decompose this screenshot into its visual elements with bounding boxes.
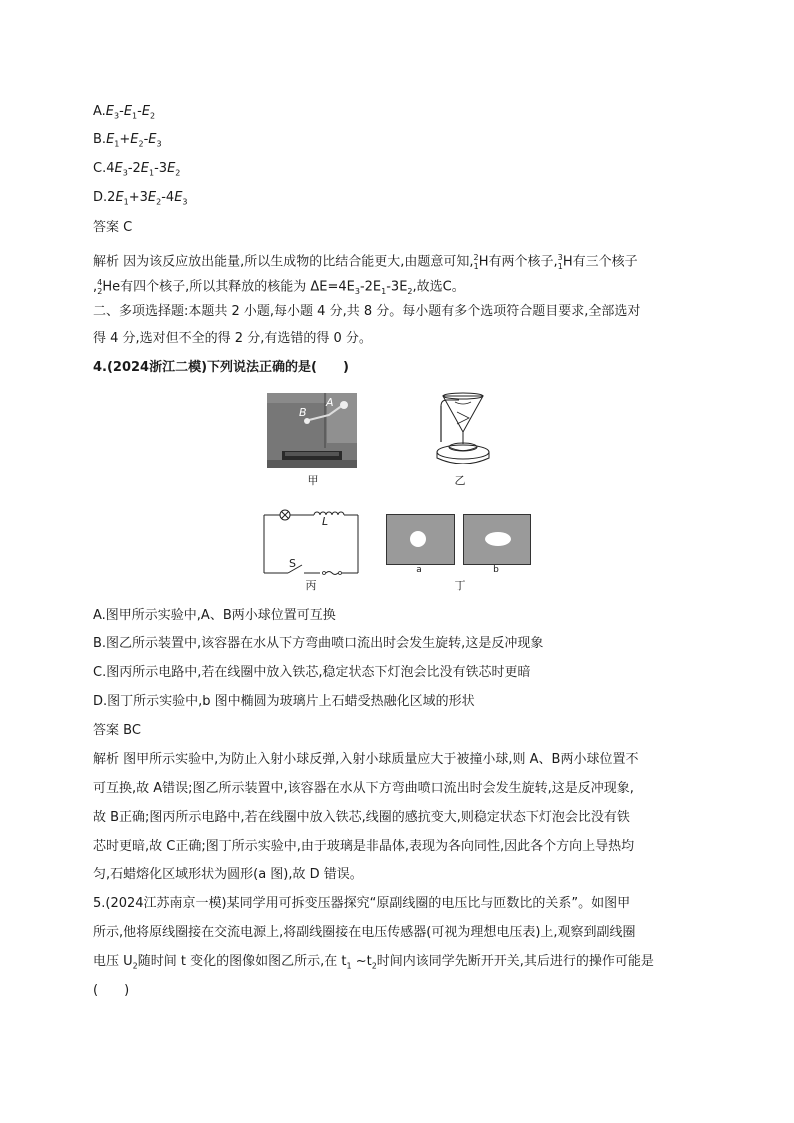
label-switch-s: S bbox=[289, 557, 296, 570]
label-ding-a: a bbox=[416, 565, 422, 575]
label-jia: 甲 bbox=[307, 474, 319, 487]
figure-ding-a bbox=[386, 514, 455, 565]
label-ding-b: b bbox=[493, 565, 499, 575]
analysis-q4-line5: 匀,石蜡熔化区域形状为圆形(a 图),故 D 错误。 bbox=[93, 867, 363, 882]
option-d: $D.2E_1+3E_2-4E_3$ bbox=[93, 190, 188, 207]
analysis-q4-line4: 芯时更暗,故 C正确;图丁所示实验中,由于玻璃是非晶体,表现为各向同性,因此各个方向上导热均 bbox=[93, 839, 635, 854]
analysis-q4-line2: 可互换,故 A错误;图乙所示装置中,该容器在水从下方弯曲喷口流出时会发生旋转,这是反冲现象, bbox=[93, 781, 634, 796]
answer-q3: 答案 C bbox=[93, 220, 133, 235]
circle-melt-region bbox=[410, 531, 426, 547]
q5-line1: 5.(2024江苏南京一模)某同学用可拆变压器探究“原副线圈的电压比与匝数比的关系”。如图甲 bbox=[93, 896, 631, 911]
label-ding: 丁 bbox=[454, 579, 466, 592]
q4-option-b: B.图乙所示装置中,该容器在水从下方弯曲喷口流出时会发生旋转,这是反冲现象 bbox=[93, 636, 544, 651]
label-inductor-l: L bbox=[322, 515, 329, 528]
option-a: $A.E_3-E_1-E_2$ bbox=[93, 104, 156, 121]
label-b: B bbox=[299, 406, 307, 419]
option-c: $C.4E_3-2E_1-3E_2$ bbox=[93, 161, 181, 178]
analysis-q4-line1: 解析 图甲所示实验中,为防止入射小球反弹,入射小球质量应大于被撞小球,则 A、B两小球位置不 bbox=[93, 752, 639, 767]
label-yi: 乙 bbox=[454, 474, 466, 487]
figure-bing-circuit bbox=[262, 505, 362, 584]
q5-line3: 电压 $U_2$随时间 t 变化的图像如图乙所示,在 $t_1$ $\sim t_2$时间内该同学先断开开关,其后进行的操作可能是 bbox=[93, 954, 654, 971]
analysis-q4-line3: 故 B正确;图丙所示电路中,若在线圈中放入铁芯,线圈的感抗变大,则稳定状态下灯泡会比没有铁 bbox=[93, 810, 630, 825]
ellipse-melt-region bbox=[485, 532, 511, 546]
label-a: A bbox=[326, 396, 334, 409]
inductor-lamp-circuit bbox=[262, 505, 362, 580]
label-bing: 丙 bbox=[305, 579, 317, 592]
figure-jia-photo bbox=[267, 393, 357, 468]
answer-q4: 答案 BC bbox=[93, 723, 141, 738]
q5-line4: ( ) bbox=[93, 983, 130, 998]
section2-line2: 得 4 分,选对但不全的得 2 分,有选错的得 0 分。 bbox=[93, 331, 372, 346]
option-b: $B.E_1+E_2-E_3$ bbox=[93, 132, 162, 149]
q4-option-c: C.图丙所示电路中,若在线圈中放入铁芯,稳定状态下灯泡会比没有铁芯时更暗 bbox=[93, 665, 531, 680]
q5-line2: 所示,他将原线圈接在交流电源上,将副线圈接在电压传感器(可视为理想电压表)上,观察到副线圈 bbox=[93, 925, 636, 940]
analysis-q3-line1: 解析 因为该反应放出能量,所以生成物的比结合能更大,由题意可知,$^2_1$H有两个核子,$^3_1$H有三个核子 bbox=[93, 253, 638, 271]
q4-stem: 4.(2024浙江二模)下列说法正确的是( ) bbox=[93, 360, 349, 375]
rotating-container-diagram bbox=[433, 392, 493, 464]
q4-option-d: D.图丁所示实验中,b 图中椭圆为玻璃片上石蜡受热融化区域的形状 bbox=[93, 694, 475, 709]
figure-yi bbox=[433, 392, 493, 468]
analysis-q3-line2: ,$^4_2$He有四个核子,所以其释放的核能为 $\Delta E=4E_3-2E_1-3E_2$,故选C。 bbox=[93, 278, 465, 296]
q4-option-a: A.图甲所示实验中,A、B两小球位置可互换 bbox=[93, 608, 336, 623]
section2-line1: 二、多项选择题:本题共 2 小题,每小题 4 分,共 8 分。每小题有多个选项符合题目要求,全部选对 bbox=[93, 304, 641, 319]
figure-ding-b bbox=[463, 514, 531, 565]
collision-apparatus-image bbox=[267, 393, 357, 468]
